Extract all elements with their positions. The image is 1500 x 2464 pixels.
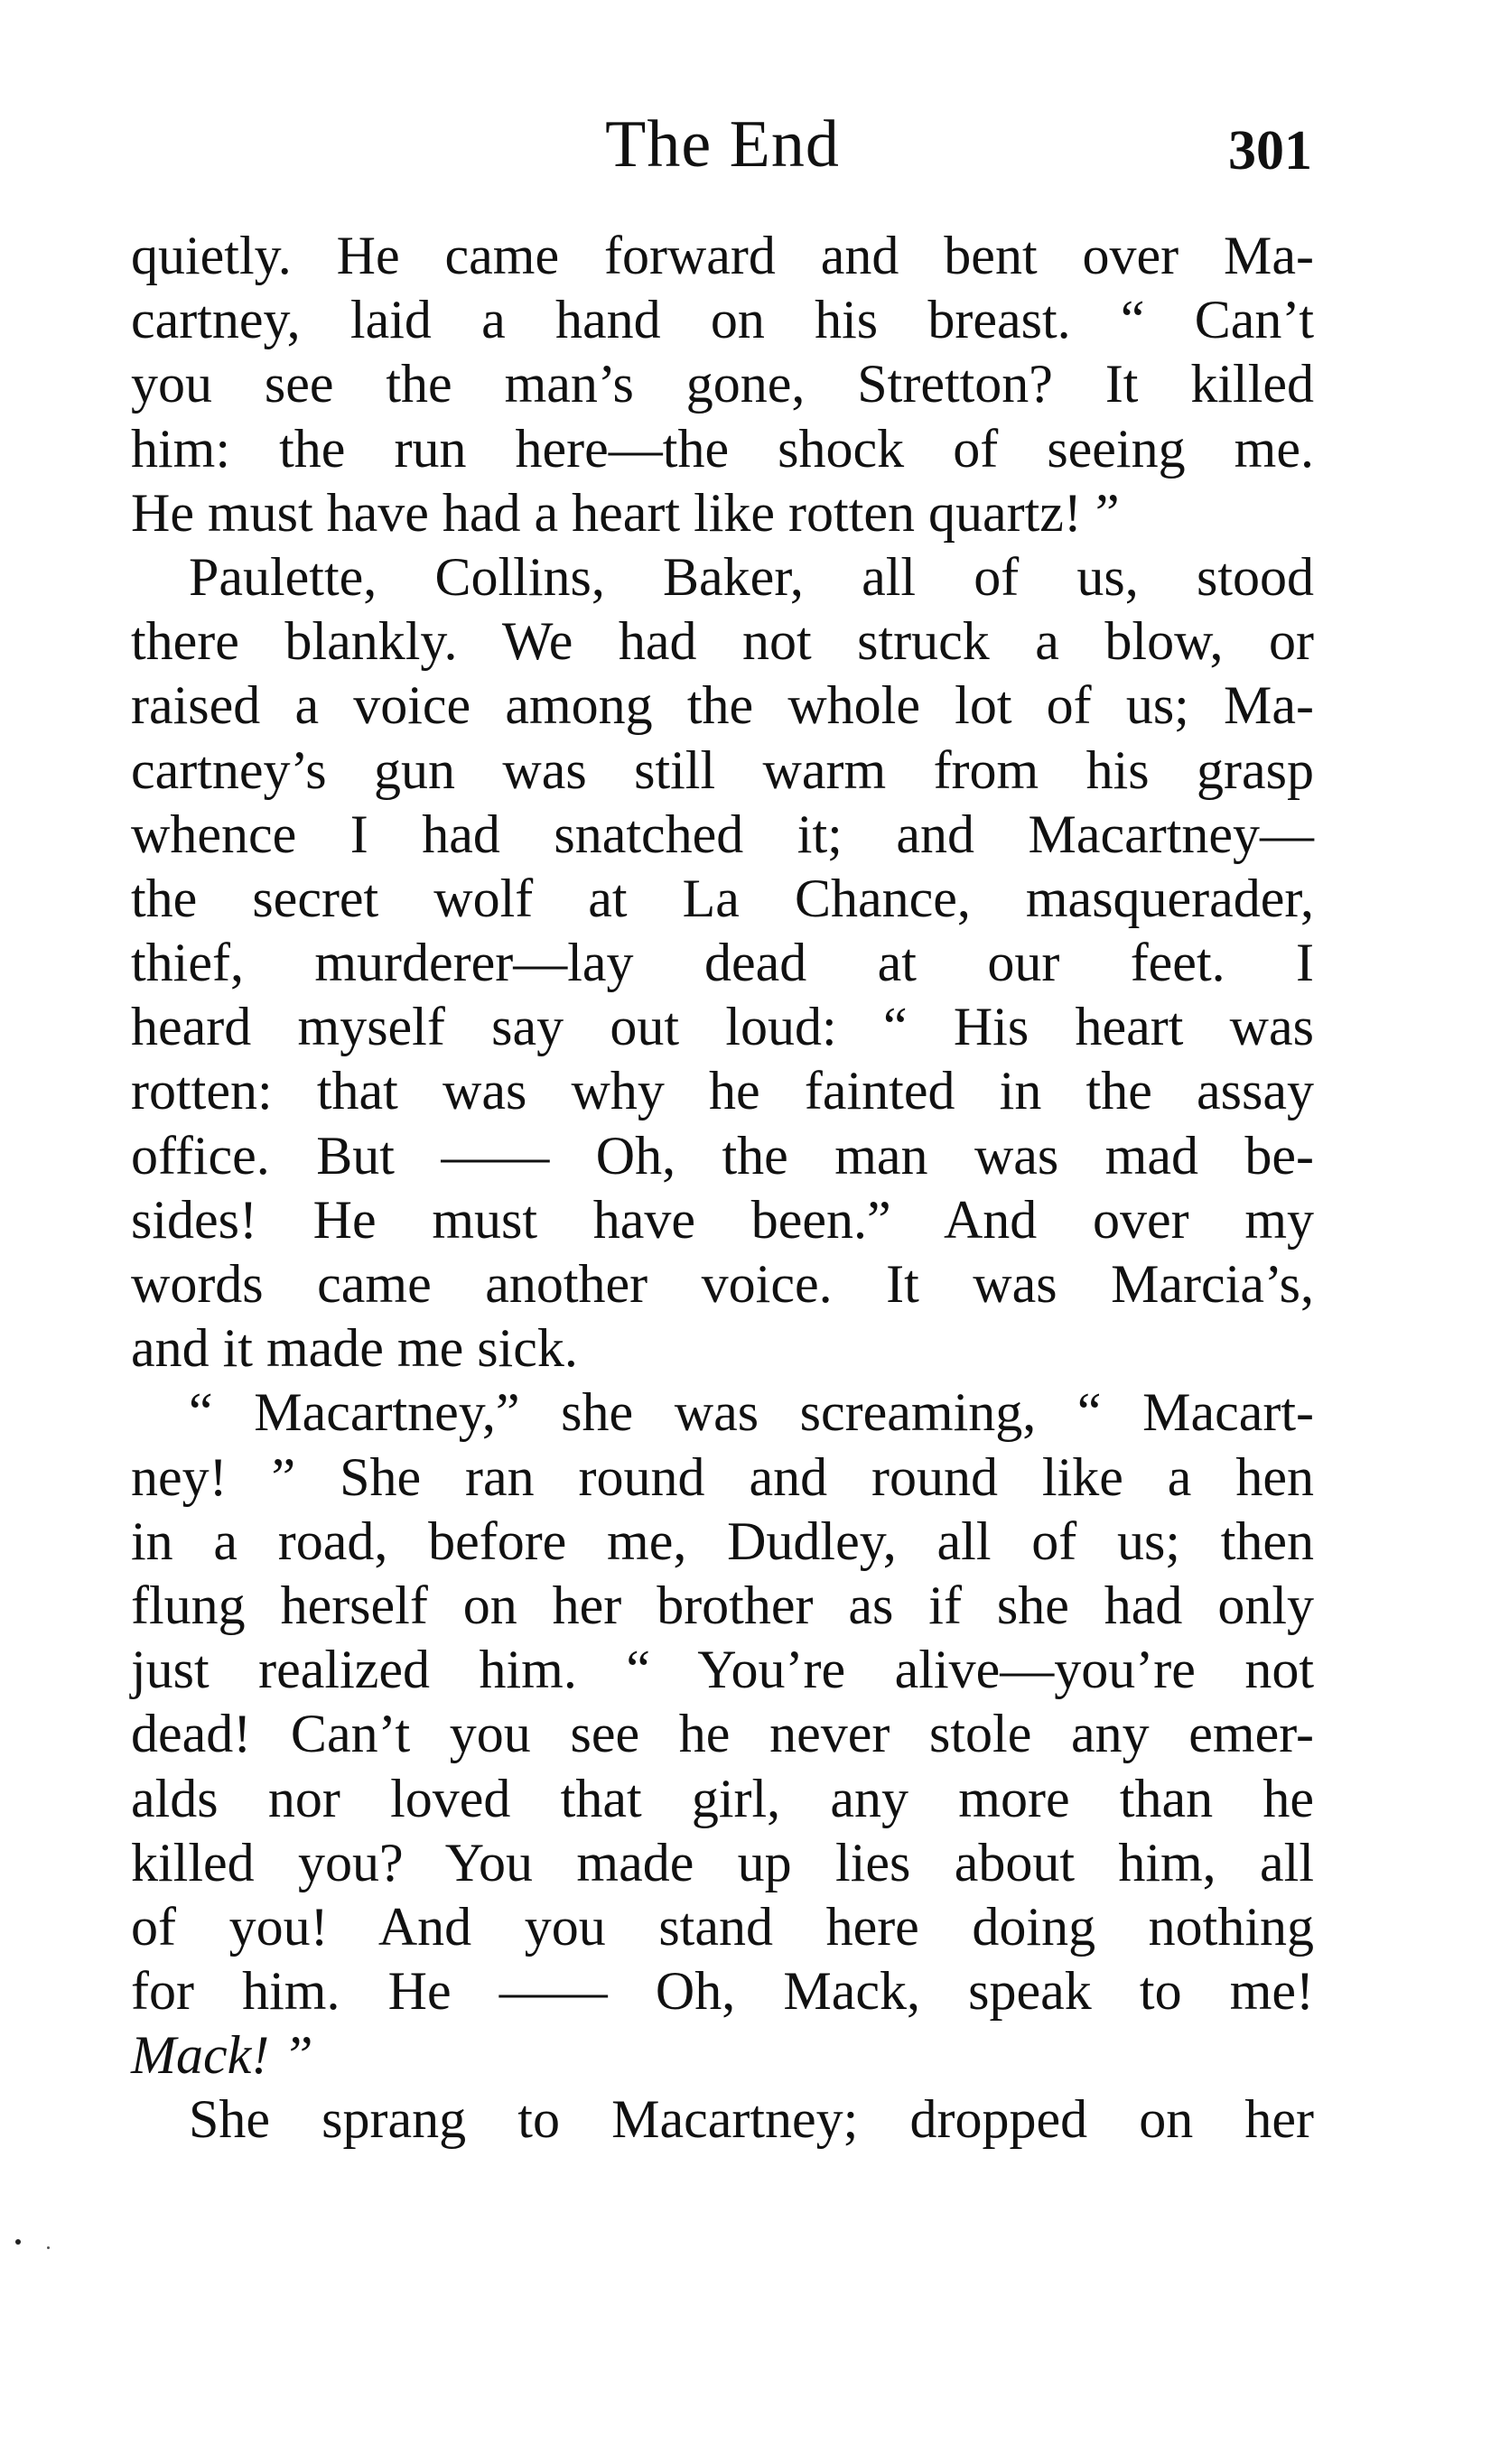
text-line: killed you? You made up lies about him, all [131, 1832, 1314, 1892]
text-line: words came another voice. It was Marcia’s, [131, 1254, 1314, 1314]
text-line: quietly. He came forward and bent over Ma- [131, 226, 1314, 285]
text-line: ney! ” She ran round and round like a hen [131, 1446, 1314, 1507]
text-line: the secret wolf at La Chance, masquerader, [131, 868, 1314, 928]
text-line: cartney’s gun was still warm from his grasp [131, 739, 1314, 800]
text-line: rotten: that was why he fainted in the assay [131, 1061, 1314, 1121]
text-line: office. But —— Oh, the man was mad be- [131, 1125, 1314, 1186]
print-speck [15, 2239, 21, 2245]
text-line: He must have had a heart like rotten quartz! ” [131, 482, 1120, 543]
running-head [131, 107, 1314, 188]
page-number: 301 [1228, 120, 1312, 181]
text-line: “ Macartney,” she was screaming, “ Macart- [189, 1382, 1314, 1443]
text-line: there blankly. We had not struck a blow, or [131, 611, 1314, 672]
text-line: Paulette, Collins, Baker, all of us, stood [189, 546, 1314, 607]
text-line: and it made me sick. [131, 1318, 578, 1379]
text-line: of you! And you stand here doing nothing [131, 1896, 1314, 1957]
text-line: cartney, laid a hand on his breast. “ Can’t [131, 290, 1314, 350]
text-line: in a road, before me, Dudley, all of us; then [131, 1511, 1314, 1571]
text-line: him: the run here—the shock of seeing me. [131, 418, 1314, 479]
text-line: dead! Can’t you see he never stole any emer- [131, 1704, 1314, 1764]
running-title: The End [605, 107, 840, 181]
text-line: sides! He must have been.” And over my [131, 1189, 1314, 1250]
text-line: Mack! ” [131, 2025, 313, 2086]
text-line: She sprang to Macartney; dropped on her [189, 2089, 1314, 2150]
body-text [131, 224, 1314, 2153]
text-line: raised a voice among the whole lot of us; Ma- [131, 675, 1314, 736]
text-line: alds nor loved that girl, any more than he [131, 1768, 1314, 1828]
text-line: whence I had snatched it; and Macartney— [131, 804, 1314, 864]
text-line: heard myself say out loud: “ His heart was [131, 997, 1314, 1057]
text-line: thief, murderer—lay dead at our feet. I [131, 933, 1314, 993]
text-line: flung herself on her brother as if she had only [131, 1575, 1314, 1635]
text-line: you see the man’s gone, Stretton? It killed [131, 354, 1314, 414]
text-line: for him. He —— Oh, Mack, speak to me! [131, 1961, 1314, 2022]
text-line: just realized him. “ You’re alive—you’re not [131, 1640, 1314, 1700]
print-speck [47, 2246, 50, 2249]
